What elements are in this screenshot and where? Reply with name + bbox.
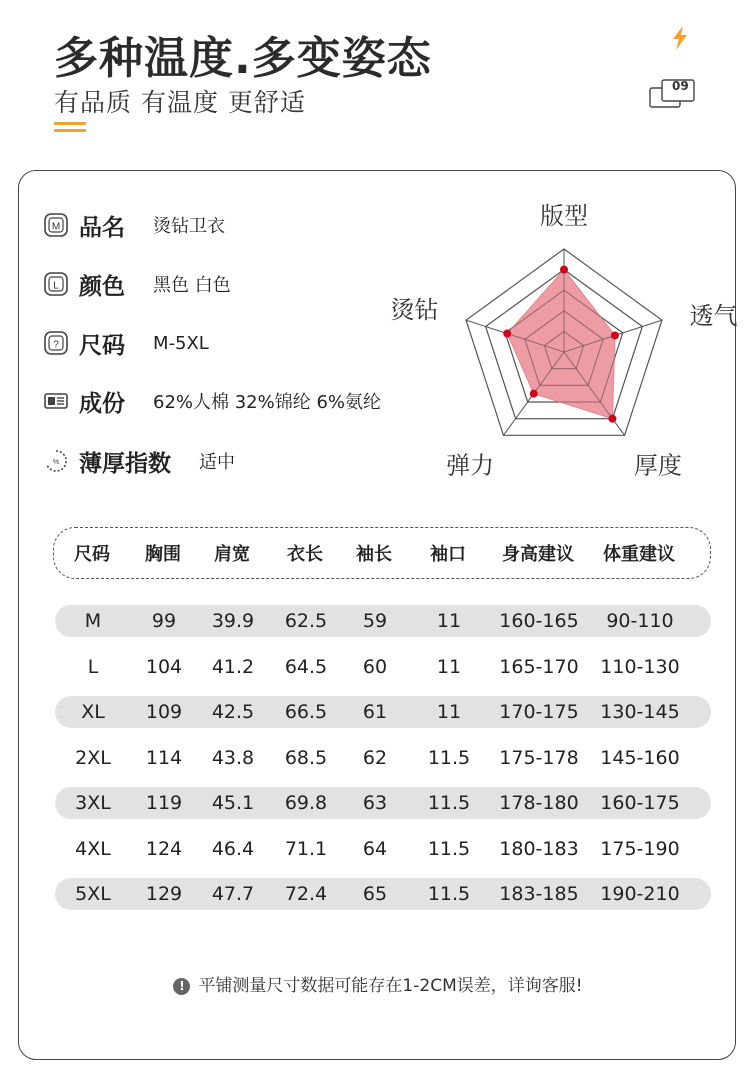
radar-point: [611, 331, 619, 339]
cell-length: 62.5: [284, 610, 328, 632]
cell-cuff: 11.5: [427, 746, 471, 769]
radar-axis-label: 透气: [689, 301, 738, 330]
id-card-icon: [43, 388, 69, 414]
page-number: 09: [672, 79, 689, 93]
cell-chest: 129: [145, 883, 183, 905]
cell-cuff: 11.5: [427, 792, 471, 814]
question-square-icon: [43, 330, 69, 356]
column-header: 体重建议: [603, 544, 675, 565]
cell-cuff: 11: [436, 655, 462, 678]
info-value: M-5XL: [153, 332, 209, 354]
info-row-color: [43, 264, 231, 304]
cell-chest: 119: [145, 792, 183, 814]
cell-length: 72.4: [284, 883, 328, 905]
cell-shoulder: 47.7: [211, 883, 255, 905]
info-value: 黑色 白色: [153, 275, 231, 296]
cell-sleeve: 59: [362, 610, 388, 632]
radar-point: [503, 330, 511, 338]
cell-shoulder: 42.5: [211, 701, 255, 723]
info-row-thickness: [43, 441, 235, 481]
size-table-body: [55, 605, 711, 924]
title-underline: [54, 122, 86, 132]
cell-sleeve: 60: [362, 655, 388, 678]
info-row-size: [43, 323, 209, 363]
cell-height: 183-185: [499, 883, 579, 905]
info-value: 62%人棉 32%锦纶 6%氨纶: [153, 392, 382, 413]
radar-chart: [369, 189, 738, 499]
cell-shoulder: 43.8: [211, 746, 255, 769]
cell-chest: 99: [151, 610, 177, 632]
cell-sleeve: 61: [362, 701, 388, 723]
radar-axis-label: 烫钻: [390, 295, 439, 324]
cell-weight: 145-160: [600, 746, 680, 769]
svg-text:M: M: [51, 221, 61, 233]
table-row: [55, 787, 711, 819]
cell-cuff: 11.5: [427, 837, 471, 860]
radar-point: [560, 266, 568, 274]
cell-chest: 109: [145, 701, 183, 723]
radar-axis-label: 厚度: [633, 451, 682, 480]
table-row: [55, 605, 711, 637]
cell-cuff: 11: [436, 610, 462, 632]
size-table-header: [53, 527, 711, 579]
cell-weight: 90-110: [606, 610, 674, 632]
cell-sleeve: 64: [362, 837, 388, 860]
column-header: 身高建议: [502, 544, 574, 565]
cell-size: 3XL: [75, 792, 111, 814]
cell-cuff: 11: [436, 701, 462, 723]
svg-text:L: L: [53, 280, 59, 292]
cell-weight: 190-210: [600, 883, 680, 905]
cell-height: 160-165: [499, 610, 579, 632]
cell-weight: 110-130: [600, 655, 680, 678]
cell-size: L: [87, 655, 99, 678]
info-label: 尺码: [79, 332, 125, 359]
cell-shoulder: 39.9: [211, 610, 255, 632]
cell-size: M: [84, 610, 102, 632]
cell-chest: 124: [145, 837, 183, 860]
l-square-icon: [43, 271, 69, 297]
cell-sleeve: 62: [362, 746, 388, 769]
cell-sleeve: 65: [362, 883, 388, 905]
cell-size: 4XL: [75, 837, 111, 860]
radar-point: [530, 390, 538, 398]
product-card: [18, 170, 736, 1060]
note-text: 平铺测量尺寸数据可能存在1-2CM误差，详询客服!: [198, 976, 583, 996]
m-square-icon: [43, 212, 69, 238]
cell-weight: 130-145: [600, 701, 680, 723]
cell-length: 71.1: [284, 837, 328, 860]
cell-length: 69.8: [284, 792, 328, 814]
cell-cuff: 11.5: [427, 883, 471, 905]
cell-weight: 175-190: [600, 837, 680, 860]
cell-shoulder: 41.2: [211, 655, 255, 678]
cell-chest: 114: [145, 746, 183, 769]
cell-size: XL: [81, 701, 105, 723]
cell-shoulder: 46.4: [211, 837, 255, 860]
column-header: 衣长: [287, 544, 323, 565]
table-row: [55, 742, 711, 774]
cell-height: 180-183: [499, 837, 579, 860]
page-title: 多种温度.多变姿态: [54, 33, 432, 84]
cell-height: 178-180: [499, 792, 579, 814]
cell-length: 64.5: [284, 655, 328, 678]
cell-height: 170-175: [499, 701, 579, 723]
column-header: 袖长: [356, 544, 392, 565]
svg-text:%: %: [52, 459, 60, 466]
thickness-gauge-icon: [43, 448, 69, 474]
cell-size: 2XL: [75, 746, 111, 769]
measurement-note: [19, 971, 737, 996]
info-value: 适中: [199, 452, 235, 473]
cell-height: 165-170: [499, 655, 579, 678]
table-row: [55, 833, 711, 865]
radar-axis-label: 弹力: [446, 451, 495, 480]
cell-weight: 160-175: [600, 792, 680, 814]
table-row: [55, 651, 711, 683]
cell-shoulder: 45.1: [211, 792, 255, 814]
info-label: 品名: [79, 214, 125, 241]
exclamation-circle-icon: !: [173, 978, 190, 995]
table-row: [55, 696, 711, 728]
radar-point: [608, 415, 616, 423]
table-row: [55, 878, 711, 910]
info-label: 颜色: [79, 273, 125, 300]
info-label: 成份: [79, 390, 125, 417]
info-label: 薄厚指数: [79, 450, 171, 477]
column-header: 肩宽: [214, 544, 250, 565]
cell-length: 68.5: [284, 746, 328, 769]
cell-sleeve: 63: [362, 792, 388, 814]
info-value: 烫钻卫衣: [153, 216, 225, 237]
svg-text:?: ?: [53, 339, 59, 351]
column-header: 尺码: [74, 544, 110, 565]
info-row-composition: [43, 381, 381, 421]
lightning-bolt-icon: [668, 24, 692, 52]
radar-axis-label: 版型: [540, 202, 588, 231]
page-subtitle: 有品质 有温度 更舒适: [54, 88, 306, 117]
cell-length: 66.5: [284, 701, 328, 723]
cell-chest: 104: [145, 655, 183, 678]
column-header: 袖口: [430, 544, 466, 565]
cell-size: 5XL: [75, 883, 111, 905]
cell-height: 175-178: [499, 746, 579, 769]
info-row-name: [43, 205, 225, 245]
column-header: 胸围: [145, 544, 181, 565]
